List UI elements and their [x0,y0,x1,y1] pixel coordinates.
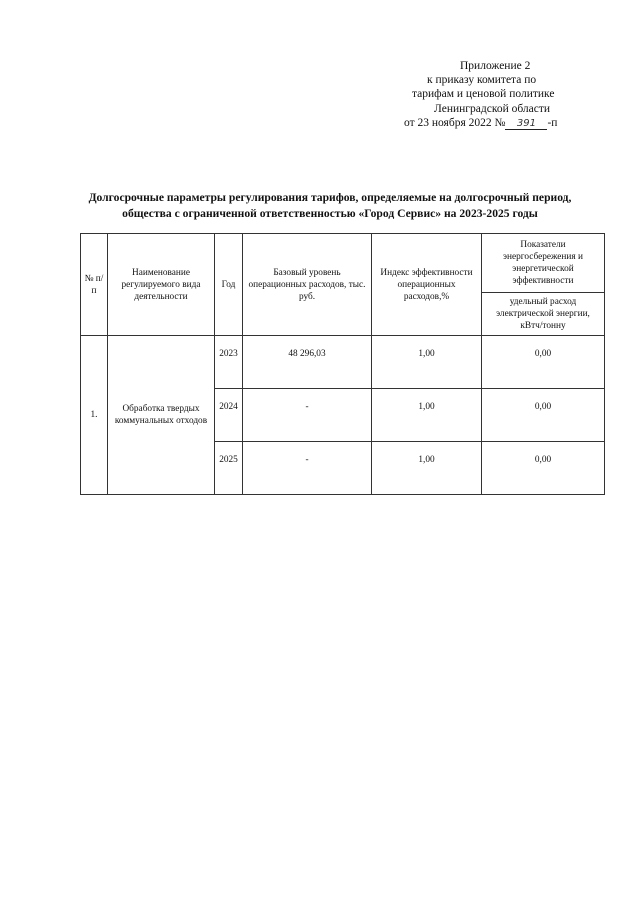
cell-index: 1,00 [372,442,482,495]
cell-index: 1,00 [372,336,482,389]
annex-line-region: Ленинградской области [434,102,551,115]
annex-line-date [398,116,588,130]
document-title [70,190,590,221]
table-row [81,336,605,389]
cell-base: - [243,442,372,495]
title-line-1: Долгосрочные параметры регулирования тарифов, определяемые на долгосрочный период, [88,191,572,204]
annex-line-committee: тарифам и ценовой политике [412,88,555,101]
cell-energy: 0,00 [482,336,605,389]
cell-activity-num: 1. [81,336,108,495]
cell-index: 1,00 [372,389,482,442]
parameters-table [80,233,605,495]
header-index: Индекс эффективности операционных расходов,% [372,234,482,336]
table-header-row [81,234,605,293]
annex-date-text: от 23 ноября 2022 № [404,116,506,129]
cell-year: 2024 [215,389,243,442]
header-base: Базовый уровень операционных расходов, тыс. руб. [243,234,372,336]
cell-energy: 0,00 [482,442,605,495]
header-energy-group: Показатели энергосбережения и энергетической эффективности [482,234,605,293]
annex-line-appendix: Приложение 2 [460,60,531,72]
title-line-2: общества с ограниченной ответственностью «Город Сервис» на 2023-2025 годы [122,206,538,220]
header-year: Год [215,234,243,336]
cell-base: - [243,389,372,442]
header-name: Наименование регулируемого вида деятельности [108,234,215,336]
cell-year: 2023 [215,336,243,389]
cell-year: 2025 [215,442,243,495]
annex-block [398,59,588,130]
order-suffix: -п [547,116,558,129]
cell-activity-name: Обработка твердых коммунальных отходов [108,336,215,495]
header-energy-sub: удельный расход электрической энергии, кВтч/тонну [482,293,605,336]
header-num: № п/п [81,234,108,336]
cell-energy: 0,00 [482,389,605,442]
cell-base: 48 296,03 [243,336,372,389]
annex-line-order: к приказу комитета по [427,74,537,87]
order-number: 391 [505,118,547,130]
